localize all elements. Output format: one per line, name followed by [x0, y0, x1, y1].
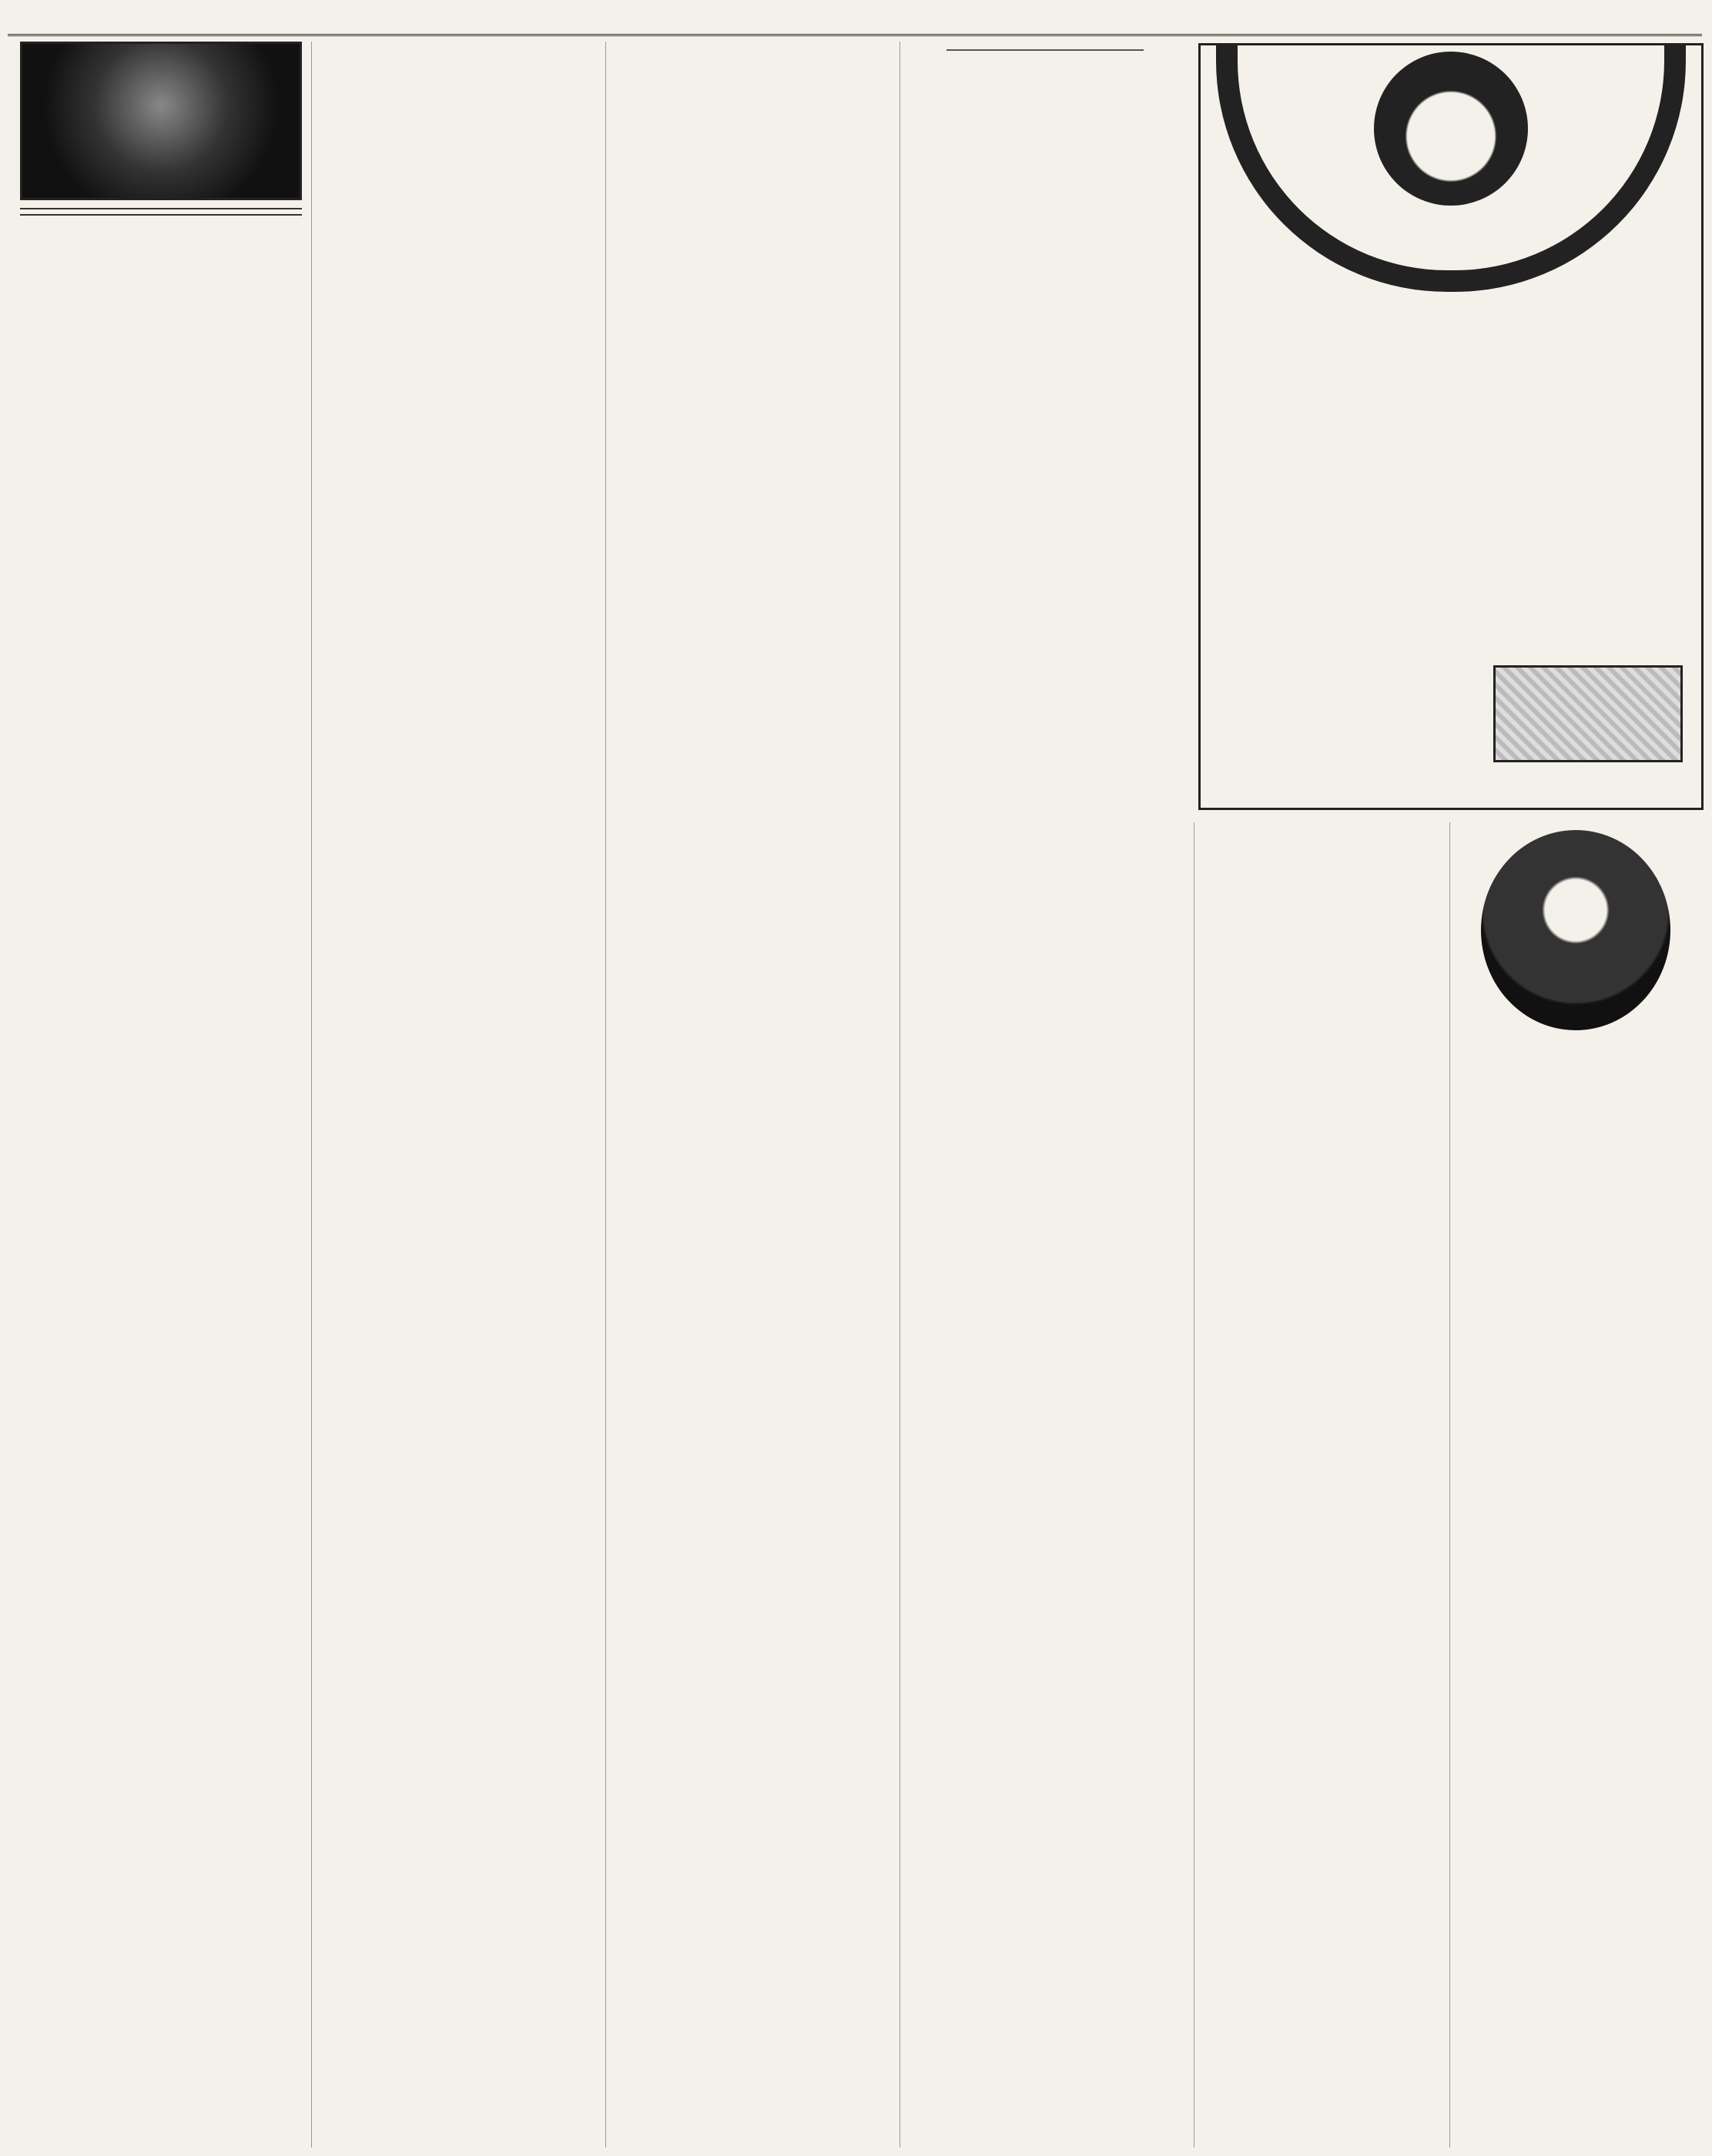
issue-date: [20, 208, 302, 216]
column-florence: [1194, 822, 1446, 2148]
skin-whitener-ad: [1198, 43, 1704, 810]
pomade-portrait-image: [1481, 830, 1670, 1030]
product-box-image: [1493, 665, 1683, 762]
column-legal: [900, 42, 1190, 2148]
column-abyssinian: [605, 42, 896, 2148]
column-taft: [311, 42, 601, 2148]
divider: [946, 49, 1144, 51]
masthead: [8, 3, 1702, 36]
column-delton: [1449, 822, 1701, 2148]
planet-logo: [20, 42, 302, 200]
column-editorial: [15, 42, 307, 2148]
portrait-image: [1374, 52, 1528, 206]
ad-body: [1239, 392, 1663, 400]
